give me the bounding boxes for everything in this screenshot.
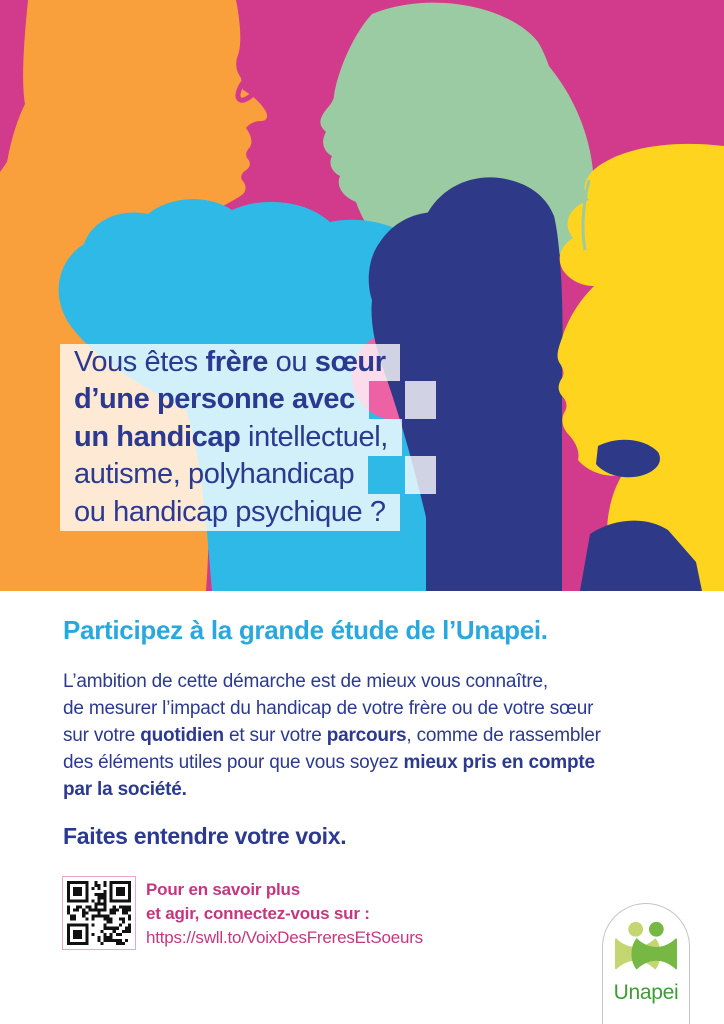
logo-brand-text: Unapei [613, 981, 679, 1004]
cta-text: Faites entendre votre voix. [63, 823, 347, 849]
paragraph-line: L’ambition de cette démarche est de mieux vous connaître, [63, 671, 548, 692]
qr-code [62, 876, 136, 950]
headline-line: autisme, polyhandicap [60, 456, 368, 493]
paragraph-line: sur votre quotidien et sur votre parcours, comme de rassembler [63, 725, 601, 746]
intro-paragraph [63, 668, 601, 803]
paragraph-line: par la société. [63, 779, 187, 800]
headline-line: d’une personne avec [60, 381, 369, 418]
unapei-figures-icon [615, 921, 677, 975]
paragraph-line: de mesurer l’impact du handicap de votre frère ou de votre sœur [63, 698, 594, 719]
contact-line-1: Pour en savoir plus [146, 880, 300, 899]
headline [60, 344, 402, 531]
qr-code-pattern [67, 881, 131, 945]
study-url-link[interactable]: https://swll.to/VoixDesFreresEtSoeurs [146, 928, 423, 947]
highlight-bar-bottom [405, 456, 436, 494]
highlight-bar-top [405, 381, 436, 419]
navy-figure-silhouette [426, 177, 563, 591]
headline-line: Vous êtes frère ou sœur [60, 344, 400, 381]
headline-line: un handicap intellectuel, [60, 419, 402, 456]
contact-block [146, 878, 423, 950]
section-heading: Participez à la grande étude de l’Unapei. [63, 615, 548, 645]
contact-line-2: et agir, connectez-vous sur : [146, 904, 370, 923]
paragraph-line: des éléments utiles pour que vous soyez mieux pris en compte [63, 752, 595, 773]
unapei-logo [602, 903, 690, 1024]
headline-line: ou handicap psychique ? [60, 494, 400, 531]
